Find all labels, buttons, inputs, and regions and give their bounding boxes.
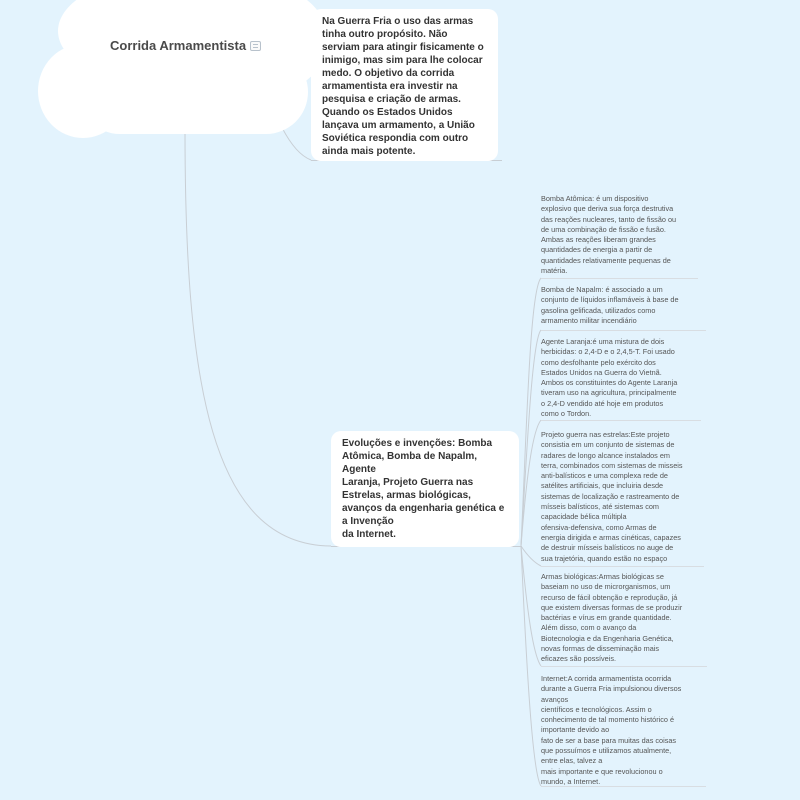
leaf-agent-orange-underline: [541, 420, 701, 421]
leaf-star-wars-project-underline: [541, 566, 704, 567]
connector-leaf-4: [521, 546, 541, 566]
connector-leaf-3: [521, 420, 541, 546]
topic-evolutions-text: Evoluções e invenções: Bomba Atômica, Bomba de Napalm, Agente Laranja, Projeto Guerra nas Estrelas, armas biológicas, avanços da engenharia genética e a Invenção da Internet.: [342, 438, 505, 540]
topic-purpose-text: Na Guerra Fria o uso das armas tinha outro propósito. Não serviam para atingir fisicamente o inimigo, mas sim para lhe colocar medo. O objetivo da corrida armamentista era investir na pesquisa e criação de armas. Quando os Estados Unidos lançava um armamento, a União Soviética respondia com outro ainda mais potente.: [322, 16, 484, 157]
central-topic-title: Corrida Armamentista: [110, 38, 247, 53]
leaf-atomic-bomb-underline: [541, 278, 698, 279]
leaf-internet-underline: [541, 786, 706, 787]
connector-leaf-1: [521, 278, 541, 546]
leaf-star-wars-project[interactable]: Projeto guerra nas estrelas:Este projeto consistia em um conjunto de sistemas de radares de longo alcance instalados em terra, combinados com sistemas de misseis anti-balísticos e uma complexa rede de satélites artificiais, que incluiria desde sistemas de localização e rastreamento de mísseis balísticos, até sistemas com capacidade bélica múltipla ofensiva-defensiva, como Armas de energia dirigida e armas cinéticas, capazes de destruir mísseis balísticos no auge de sua trajetória, quando estão no espaço: [541, 430, 683, 563]
connector-root-evolutions: [185, 130, 331, 546]
leaf-napalm-underline: [541, 330, 706, 331]
topic-evolutions[interactable]: [331, 431, 519, 547]
leaf-biological-weapons-underline: [541, 666, 707, 667]
leaf-napalm[interactable]: Bomba de Napalm: é associado a um conjunto de líquidos inflamáveis à base de gasolina gelificada, utilizados como armamento militar incendiário: [541, 285, 679, 325]
leaf-atomic-bomb[interactable]: Bomba Atômica: é um dispositivo explosivo que deriva sua força destrutiva das reações nucleares, tanto de fissão ou de uma combinação de fissão e fusão. Ambas as reações liberam grandes quantidades de energia a partir de quantidades relativamente pequenas de matéria.: [541, 194, 677, 276]
topic-purpose[interactable]: [311, 9, 498, 161]
connector-leaf-2: [521, 330, 541, 546]
leaf-biological-weapons[interactable]: Armas biológicas:Armas biológicas se baseiam no uso de microrganismos, um recurso de fácil obtenção e reprodução, já que existem diversas formas de se produzir bactérias e vírus em grande quantidade. Além disso, com o avanço da Biotecnologia e da Engenharia Genética, novas formas de disseminação mais eficazes são possíveis.: [541, 572, 683, 664]
leaf-internet[interactable]: Internet:A corrida armamentista ocorrida durante a Guerra Fria impulsionou diversos avanços científicos e tecnológicos. Assim o conhecimento de tal momento histórico é importante devido ao fato de ser a base para muitas das coisas que possuímos e utilizamos atualmente, entre elas, talvez a mais importante e que revolucionou o mundo, a Internet.: [541, 674, 682, 786]
note-icon[interactable]: [250, 41, 261, 51]
central-topic-cloud[interactable]: [38, 0, 318, 160]
connector-leaf-6: [521, 546, 541, 786]
central-topic[interactable]: [110, 38, 261, 53]
connector-leaf-5: [521, 546, 541, 666]
leaf-agent-orange[interactable]: Agente Laranja:é uma mistura de dois herbicidas: o 2,4-D e o 2,4,5-T. Foi usado como desfolhante pelo exército dos Estados Unidos na Guerra do Vietnã. Ambos os constituintes do Agente Laranja tiveram uso na agricultura, principalmente o 2,4-D vendido até hoje em produtos como o Tordon.: [541, 337, 678, 419]
